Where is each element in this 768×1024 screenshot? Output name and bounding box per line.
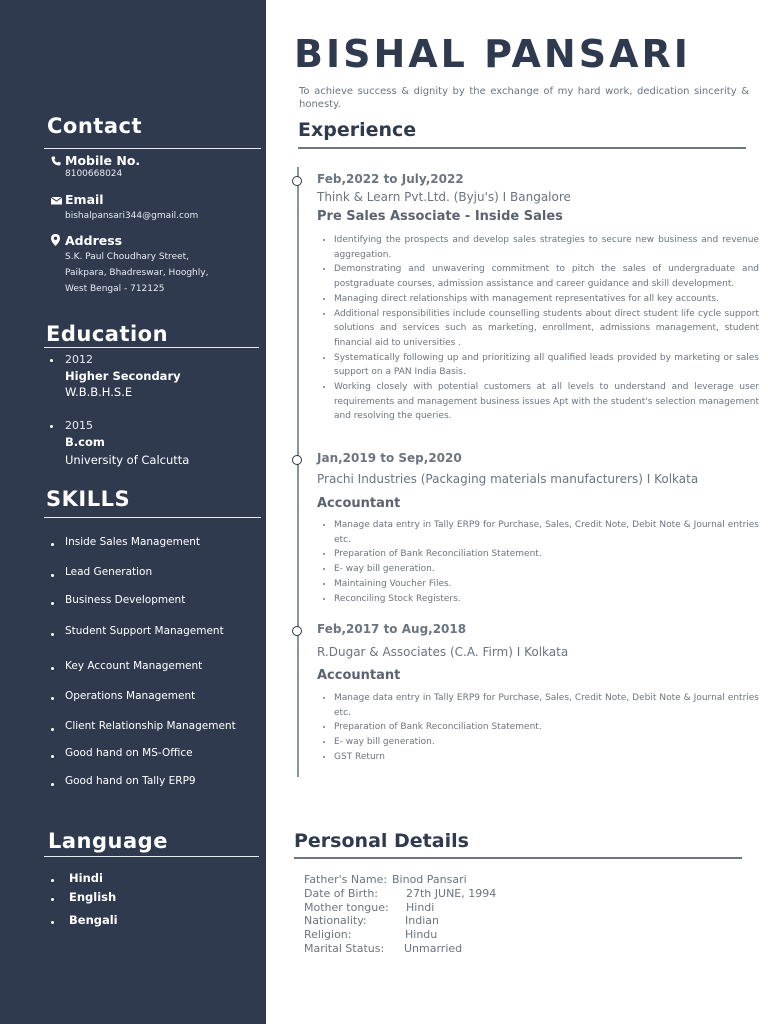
responsibility-item: • E- way bill generation. bbox=[334, 562, 759, 577]
skill-item: Good hand on Tally ERP9 bbox=[65, 775, 196, 787]
email-value[interactable]: bishalpansari344@gmail.com bbox=[65, 211, 199, 221]
job-responsibilities bbox=[317, 518, 759, 606]
address-line-2: Paikpara, Bhadreswar, Hooghly, bbox=[65, 268, 209, 278]
skill-bullet bbox=[51, 543, 54, 546]
marital-status-value: Unmarried bbox=[404, 942, 463, 955]
career-objective: To achieve success & dignity by the exchange of my hard work, dedication sincerity & honesty. bbox=[299, 86, 749, 110]
skill-bullet bbox=[51, 633, 54, 636]
responsibility-item: • Maintaining Voucher Files. bbox=[334, 577, 759, 592]
job-responsibilities bbox=[317, 233, 759, 424]
language-divider bbox=[44, 856, 259, 857]
map-pin-icon bbox=[51, 234, 62, 249]
language-bullet bbox=[51, 898, 54, 901]
skill-item: Inside Sales Management bbox=[65, 536, 201, 548]
job-company: R.Dugar & Associates (C.A. Firm) I Kolkata bbox=[317, 645, 569, 659]
religion-label: Religion: bbox=[304, 928, 352, 942]
address-label: Address bbox=[65, 233, 123, 248]
address-line-3: West Bengal - 712125 bbox=[65, 284, 165, 294]
personal-details-divider bbox=[294, 857, 742, 859]
education-year: 2015 bbox=[65, 419, 93, 432]
experience-divider bbox=[298, 147, 746, 149]
skill-item: Good hand on MS-Office bbox=[65, 747, 193, 759]
education-degree: B.com bbox=[65, 435, 105, 449]
skill-bullet bbox=[51, 697, 54, 700]
address-label-row bbox=[51, 233, 122, 249]
job-responsibilities bbox=[317, 691, 759, 765]
responsibility-item: • Manage data entry in Tally ERP9 for Purchase, Sales, Credit Note, Debit Note & Journal entries etc. bbox=[334, 518, 759, 547]
timeline-node bbox=[292, 455, 302, 465]
education-bullet bbox=[50, 359, 53, 362]
experience-heading: Experience bbox=[298, 119, 417, 141]
job-dates: Jan,2019 to Sep,2020 bbox=[317, 451, 462, 465]
language-bullet bbox=[51, 921, 54, 924]
job-role: Accountant bbox=[317, 668, 401, 683]
skill-item: Lead Generation bbox=[65, 566, 153, 578]
education-bullet bbox=[50, 425, 53, 428]
skill-bullet bbox=[51, 728, 54, 731]
skill-item: Student Support Management bbox=[65, 625, 224, 637]
mobile-value: 8100668024 bbox=[65, 169, 123, 179]
address-line-1: S.K. Paul Choudhary Street, bbox=[65, 252, 190, 262]
job-dates: Feb,2022 to July,2022 bbox=[317, 172, 464, 186]
personal-details-table bbox=[304, 873, 554, 963]
timeline-node bbox=[292, 176, 302, 186]
skill-item: Operations Management bbox=[65, 690, 196, 702]
responsibility-item: • E- way bill generation. bbox=[334, 735, 759, 750]
envelope-icon bbox=[51, 193, 62, 208]
job-company: Prachi Industries (Packaging materials manufacturers) I Kolkata bbox=[317, 472, 699, 486]
email-label-row bbox=[51, 192, 104, 208]
responsibility-item: • Reconciling Stock Registers. bbox=[334, 592, 759, 607]
contact-divider bbox=[44, 148, 261, 149]
nationality-label: Nationality: bbox=[304, 914, 367, 928]
nationality-value: Indian bbox=[405, 914, 439, 928]
dob-label: Date of Birth: bbox=[304, 886, 379, 900]
responsibility-item: • Demonstrating and unwavering commitment to pitch the sales of undergraduate and postgraduate courses, admission assistance and career guidance and skill development. bbox=[334, 262, 759, 291]
job-dates: Feb,2017 to Aug,2018 bbox=[317, 622, 467, 636]
skill-bullet bbox=[51, 574, 54, 577]
responsibility-item: • Systematically following up and prioritizing all qualified leads provided by marketing or sales support on a PAN India Basis. bbox=[334, 351, 759, 380]
religion-value: Hindu bbox=[405, 928, 438, 942]
responsibility-item: • Preparation of Bank Reconciliation Statement. bbox=[334, 547, 759, 562]
timeline-line bbox=[297, 167, 299, 777]
responsibility-item: • Working closely with potential customers at all levels to understand and leverage user requirements and management business issues Apt with the student's selection management and resolving the queries. bbox=[334, 380, 759, 424]
mother-tongue-value: Hindi bbox=[406, 900, 435, 914]
candidate-name: BISHAL PANSARI bbox=[294, 32, 691, 76]
timeline-node bbox=[292, 626, 302, 636]
skills-heading: SKILLS bbox=[46, 487, 131, 511]
skill-bullet bbox=[51, 783, 54, 786]
personal-details-heading: Personal Details bbox=[294, 830, 469, 852]
job-role: Accountant bbox=[317, 496, 401, 511]
email-label: Email bbox=[65, 192, 104, 207]
skill-bullet bbox=[51, 755, 54, 758]
education-degree: Higher Secondary bbox=[65, 369, 181, 383]
skill-bullet bbox=[51, 667, 54, 670]
phone-icon bbox=[51, 154, 62, 169]
responsibility-item: • Identifying the prospects and develop sales strategies to secure new business and revenue aggregation. bbox=[334, 233, 759, 262]
education-institution: W.B.B.H.S.E bbox=[65, 385, 133, 399]
education-year: 2012 bbox=[65, 353, 93, 366]
language-item: English bbox=[69, 890, 117, 904]
responsibility-item: • Additional responsibilities include counselling students about direct student life cycle support solutions and services such as marketing, enrollment, admissions management, student financial aid to universities . bbox=[334, 307, 759, 351]
father-name-label: Father's Name: bbox=[304, 873, 388, 886]
skill-item: Client Relationship Management bbox=[65, 720, 236, 732]
responsibility-item: • Preparation of Bank Reconciliation Statement. bbox=[334, 720, 759, 735]
mother-tongue-label: Mother tongue: bbox=[304, 900, 389, 914]
dob-value: 27th JUNE, 1994 bbox=[406, 886, 497, 900]
skill-item: Business Development bbox=[65, 594, 186, 606]
language-item: Bengali bbox=[69, 913, 118, 927]
father-name-value: Binod Pansari bbox=[392, 873, 467, 886]
contact-heading: Contact bbox=[47, 114, 142, 138]
marital-status-label: Marital Status: bbox=[304, 942, 385, 955]
skill-bullet bbox=[51, 602, 54, 605]
language-bullet bbox=[51, 879, 54, 882]
responsibility-item: • Managing direct relationships with management representatives for all key accounts. bbox=[334, 292, 759, 307]
language-item: Hindi bbox=[69, 871, 103, 885]
responsibility-item: • Manage data entry in Tally ERP9 for Purchase, Sales, Credit Note, Debit Note & Journal entries etc. bbox=[334, 691, 759, 720]
job-role: Pre Sales Associate - Inside Sales bbox=[317, 209, 563, 224]
education-divider bbox=[44, 347, 259, 348]
mobile-label: Mobile No. bbox=[65, 153, 141, 168]
skills-divider bbox=[44, 517, 261, 518]
language-heading: Language bbox=[48, 829, 168, 853]
skill-item: Key Account Management bbox=[65, 660, 203, 672]
sidebar bbox=[0, 0, 266, 1024]
education-institution: University of Calcutta bbox=[65, 453, 190, 467]
education-heading: Education bbox=[46, 322, 169, 346]
responsibility-item: • GST Return bbox=[334, 750, 759, 765]
job-company: Think & Learn Pvt.Ltd. (Byju's) I Bangalore bbox=[317, 190, 571, 204]
